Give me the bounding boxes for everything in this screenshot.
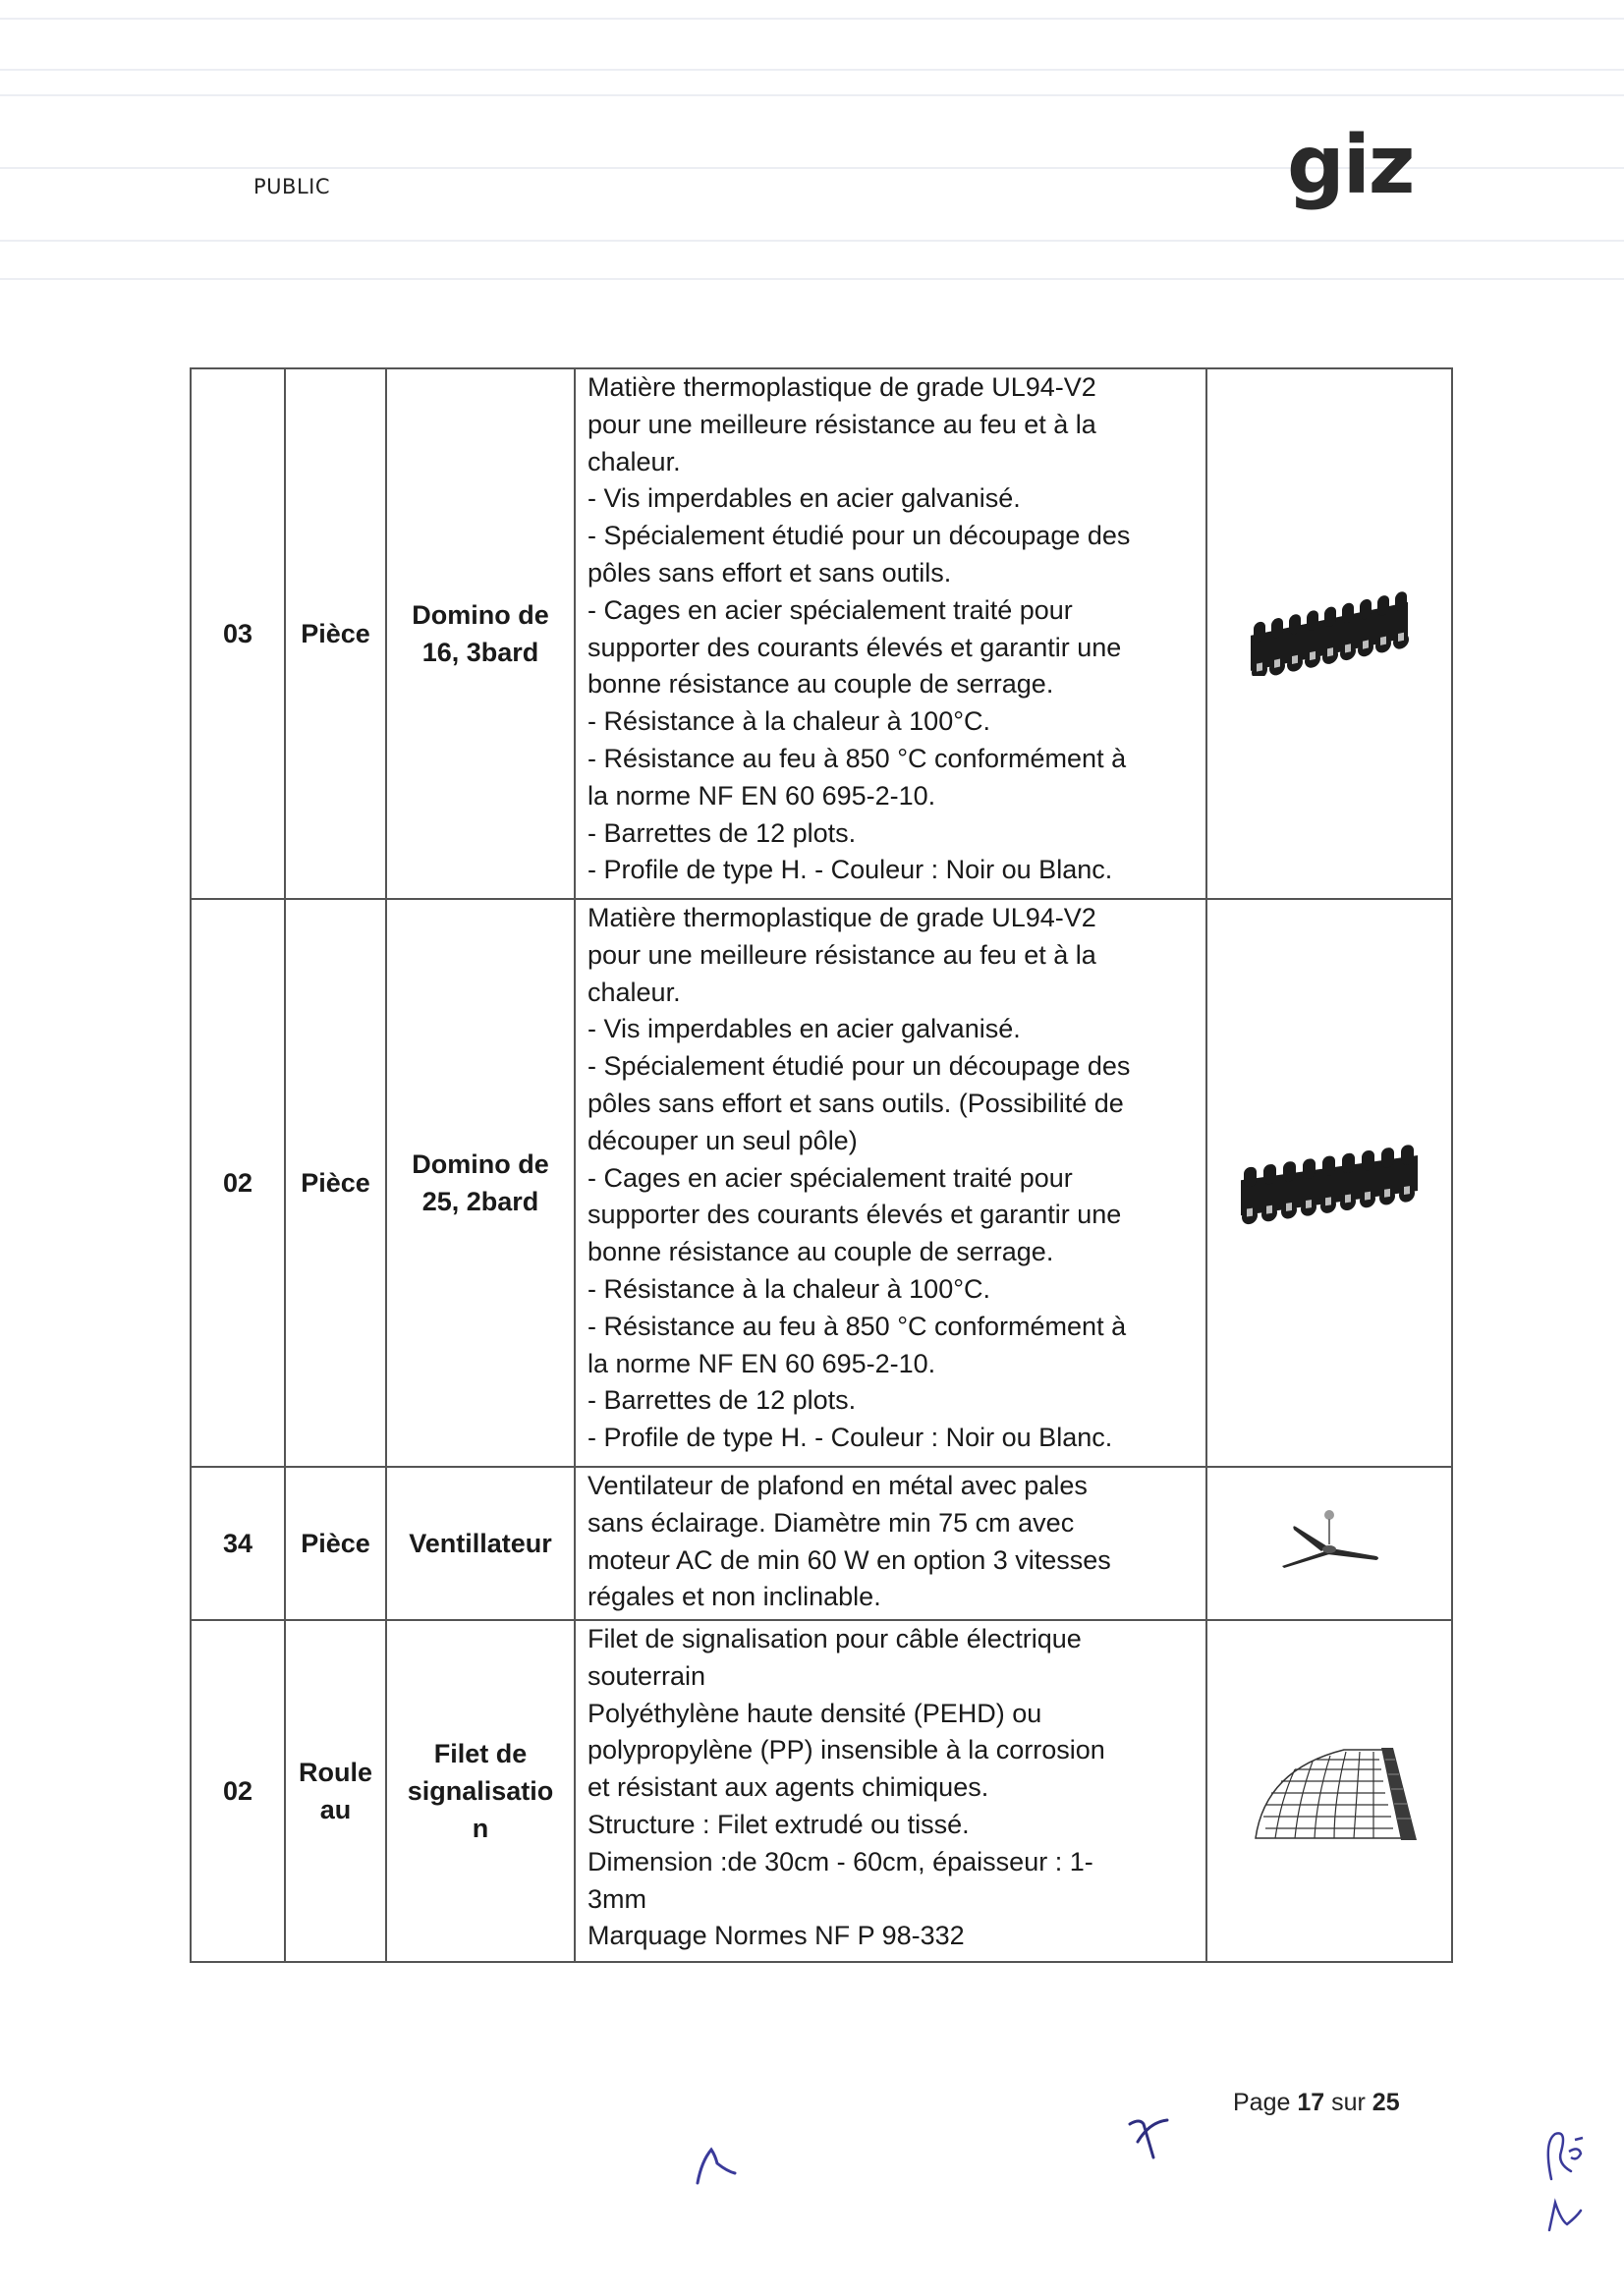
description-line: supporter des courants élevés et garantir une: [588, 1200, 1122, 1230]
description-line: - Profile de type H. - Couleur : Noir ou Blanc.: [588, 855, 1113, 885]
description-line: - Vis imperdables en acier galvanisé.: [588, 483, 1021, 514]
terminal-strip-image: [1246, 588, 1413, 676]
description-line: - Spécialement étudié pour un découpage des: [588, 1051, 1131, 1082]
page-prefix: Page: [1233, 2089, 1291, 2116]
description-cell: [575, 1620, 1206, 1962]
item-name-line: 16, 3bard: [421, 638, 539, 667]
warning-mesh-roll-image: [1236, 1730, 1423, 1848]
item-name-line: n: [472, 1814, 489, 1843]
ceiling-fan-image: [1270, 1497, 1388, 1586]
unit-cell: Pièce: [285, 368, 386, 899]
product-image-cell: [1206, 1620, 1452, 1962]
item-name-line: Domino de: [412, 1149, 549, 1179]
scan-artifact-line: [0, 278, 1624, 280]
description-line: pour une meilleure résistance au feu et à la: [588, 939, 1096, 970]
description-line: moteur AC de min 60 W en option 3 vitesses: [588, 1544, 1111, 1575]
item-name-line: Domino de: [412, 600, 549, 630]
product-image-cell: [1206, 1467, 1452, 1620]
description-line: - Cages en acier spécialement traité pour: [588, 594, 1073, 625]
description-line: Marquage Normes NF P 98-332: [588, 1921, 965, 1951]
description-line: - Barrettes de 12 plots.: [588, 1385, 857, 1416]
description-line: - Profile de type H. - Couleur : Noir ou Blanc.: [588, 1423, 1113, 1453]
item-name-cell: [386, 899, 575, 1467]
description-line: et résistant aux agents chimiques.: [588, 1772, 989, 1803]
quantity-cell: 02: [191, 899, 285, 1467]
quantity-cell: 03: [191, 368, 285, 899]
scan-artifact-line: [0, 69, 1624, 71]
unit-cell: Pièce: [285, 899, 386, 1467]
description-line: Structure : Filet extrudé ou tissé.: [588, 1809, 970, 1839]
description-line: découper un seul pôle): [588, 1125, 858, 1155]
scan-artifact-line: [0, 94, 1624, 96]
specification-table: [190, 367, 1453, 1963]
table-row: [191, 1620, 1452, 1962]
classification-label: PUBLIC: [253, 175, 330, 198]
description-line: Matière thermoplastique de grade UL94-V2: [588, 903, 1096, 932]
description-line: la norme NF EN 60 695-2-10.: [588, 780, 936, 811]
unit-line: au: [319, 1795, 352, 1824]
quantity-cell: 34: [191, 1467, 285, 1620]
item-name-line: signalisatio: [407, 1776, 554, 1806]
description-line: souterrain: [588, 1660, 706, 1691]
table-row: [191, 899, 1452, 1467]
description-line: - Résistance à la chaleur à 100°C.: [588, 706, 991, 737]
description-line: Polyéthylène haute densité (PEHD) ou: [588, 1698, 1042, 1728]
item-name-line: Filet de: [433, 1739, 528, 1768]
unit-cell: Pièce: [285, 1467, 386, 1620]
description-line: bonne résistance au couple de serrage.: [588, 669, 1054, 700]
terminal-strip-image: [1236, 1137, 1423, 1225]
handwritten-initial-a: [688, 2142, 766, 2191]
description-line: 3mm: [588, 1883, 646, 1914]
description-line: - Résistance au feu à 850 °C conformément à: [588, 743, 1127, 773]
description-line: bonne résistance au couple de serrage.: [588, 1237, 1054, 1267]
description-line: - Barrettes de 12 plots.: [588, 817, 857, 848]
handwritten-initials-signature: [1538, 2122, 1606, 2240]
description-line: - Résistance au feu à 850 °C conformément à: [588, 1311, 1127, 1341]
description-line: pôles sans effort et sans outils. (Possibilité de: [588, 1088, 1124, 1118]
description-line: - Cages en acier spécialement traité pour: [588, 1162, 1073, 1193]
product-image-cell: [1206, 899, 1452, 1467]
description-line: - Résistance à la chaleur à 100°C.: [588, 1273, 991, 1304]
description-line: régales et non inclinable.: [588, 1582, 881, 1612]
description-line: pour une meilleure résistance au feu et à la: [588, 409, 1096, 439]
handwritten-initial-x: [1120, 2110, 1179, 2169]
description-line: Filet de signalisation pour câble électrique: [588, 1624, 1082, 1653]
description-line: - Vis imperdables en acier galvanisé.: [588, 1014, 1021, 1044]
scan-artifact-line: [0, 240, 1624, 242]
description-line: - Spécialement étudié pour un découpage des: [588, 521, 1131, 551]
description-line: la norme NF EN 60 695-2-10.: [588, 1348, 936, 1378]
description-line: chaleur.: [588, 977, 681, 1007]
description-line: Dimension :de 30cm - 60cm, épaisseur : 1-: [588, 1846, 1093, 1876]
page-total: 25: [1372, 2089, 1400, 2116]
description-line: Ventilateur de plafond en métal avec pales: [588, 1471, 1088, 1500]
scan-artifact-line: [0, 18, 1624, 20]
table-row: [191, 1467, 1452, 1620]
item-name-line: Ventillateur: [409, 1529, 552, 1558]
description-line: pôles sans effort et sans outils.: [588, 557, 952, 588]
item-name-cell: [386, 1620, 575, 1962]
page-current: 17: [1297, 2089, 1325, 2116]
description-cell: [575, 1467, 1206, 1620]
giz-logo: giz: [1287, 119, 1414, 212]
quantity-cell: 02: [191, 1620, 285, 1962]
description-line: chaleur.: [588, 446, 681, 476]
product-image-cell: [1206, 368, 1452, 899]
item-name-line: 25, 2bard: [421, 1187, 539, 1216]
item-name-cell: [386, 368, 575, 899]
page-number: [1233, 2089, 1400, 2117]
unit-cell: [285, 1620, 386, 1962]
unit-line: Roule: [298, 1758, 372, 1787]
description-line: sans éclairage. Diamètre min 75 cm avec: [588, 1507, 1075, 1538]
page-separator: sur: [1331, 2089, 1366, 2116]
description-line: polypropylène (PP) insensible à la corrosion: [588, 1735, 1105, 1765]
description-line: Matière thermoplastique de grade UL94-V2: [588, 372, 1096, 402]
description-line: supporter des courants élevés et garantir une: [588, 632, 1122, 662]
description-cell: [575, 368, 1206, 899]
description-cell: [575, 899, 1206, 1467]
item-name-cell: [386, 1467, 575, 1620]
table-row: [191, 368, 1452, 899]
